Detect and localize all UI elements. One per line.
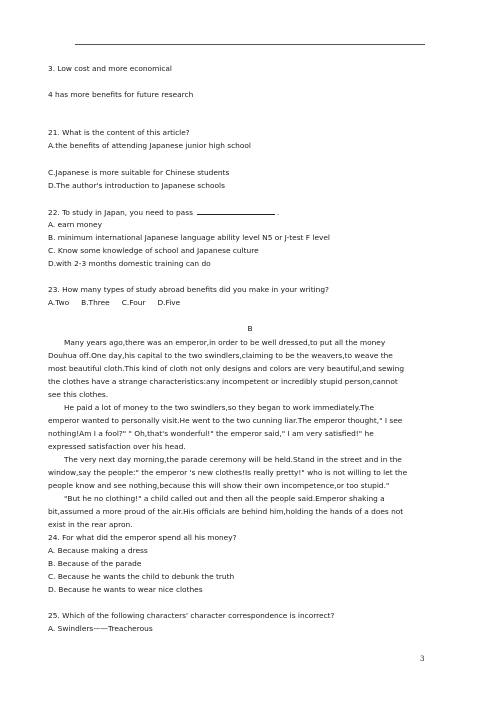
- section-label: B: [247, 324, 253, 333]
- q22-option: A. earn money: [48, 220, 102, 229]
- passage-line: "But he no clothing!" a child called out and then all the people said.Emperor shaking a: [64, 494, 385, 503]
- q24-option: A. Because making a dress: [48, 546, 148, 555]
- q23-option: C.Four: [121, 298, 146, 307]
- q22-option: D.with 2-3 months domestic training can do: [48, 259, 211, 268]
- passage-line: see this clothes.: [48, 390, 109, 399]
- q22-option: C. Know some knowledge of school and Japanese culture: [48, 246, 259, 255]
- intro-item: 4 has more benefits for future research: [48, 90, 194, 99]
- passage-line: the clothes have a strange characteristics:any incompetent or incredibly stupid person,cannot: [48, 377, 398, 386]
- question-22-end: .: [276, 208, 280, 217]
- passage-line: Many years ago,there was an emperor,in order to be well dressed,to put all the money: [64, 338, 386, 347]
- q21-option: A.the benefits of attending Japanese junior high school: [48, 141, 251, 150]
- q24-option: C. Because he wants the child to debunk the truth: [48, 572, 235, 581]
- question-23: 23. How many types of study abroad benefits did you make in your writing?: [48, 285, 329, 294]
- passage-line: He paid a lot of money to the two swindlers,so they began to work immediately.The: [64, 403, 375, 412]
- page-number: 3: [420, 655, 425, 663]
- answer-blank: [197, 207, 275, 215]
- q21-option: D.The author's introduction to Japanese schools: [48, 181, 225, 190]
- passage-line: exist in the rear apron.: [48, 520, 133, 529]
- question-25: 25. Which of the following characters' character correspondence is incorrect?: [48, 611, 335, 620]
- passage-line: most beautiful cloth.This kind of cloth not only designs and colors are very beautiful,and sewing: [48, 364, 405, 373]
- q24-option: B. Because of the parade: [48, 559, 142, 568]
- header-rule: [75, 44, 425, 45]
- intro-item: 3. Low cost and more economical: [48, 64, 172, 73]
- q23-option: B.Three: [81, 298, 110, 307]
- passage-line: emperor wanted to personally visit.He went to the two cunning liar.The emperor thought," I see: [48, 416, 403, 425]
- passage-line: expressed satisfaction over his head.: [48, 442, 186, 451]
- question-22: [48, 207, 279, 218]
- passage-line: Douhua off.One day,his capital to the two swindlers,claiming to be the weavers,to weave the: [48, 351, 393, 360]
- question-24: 24. For what did the emperor spend all his money?: [48, 533, 237, 542]
- q22-option: B. minimum international Japanese language ability level N5 or J-test F level: [48, 233, 330, 242]
- q23-option: A.Two: [48, 298, 70, 307]
- q23-options: [48, 298, 192, 308]
- passage-line: nothing!Am I a fool?" " Oh,that's wonderful!" the emperor said," I am very satisfied!" he: [48, 429, 374, 438]
- q24-option: D. Because he wants to wear nice clothes: [48, 585, 203, 594]
- question-22-text: 22. To study in Japan, you need to pass: [48, 208, 193, 217]
- question-21: 21. What is the content of this article?: [48, 128, 190, 137]
- passage-line: The very next day morning,the parade ceremony will be held.Stand in the street and in the: [64, 455, 402, 464]
- passage-line: bit,assumed a more proud of the air.His officials are behind him,holding the hands of a does not: [48, 507, 404, 516]
- q21-option: C.Japanese is more suitable for Chinese students: [48, 168, 230, 177]
- q23-option: D.Five: [157, 298, 181, 307]
- q25-option: A. Swindlers——Treacherous: [48, 624, 153, 633]
- passage-line: people know and see nothing,because this will show their own incompetence,or too stupid.": [48, 481, 390, 490]
- passage-line: window,say the people:" the emperor 's new clothes!Is really pretty!" who is not willing to let the: [48, 468, 408, 477]
